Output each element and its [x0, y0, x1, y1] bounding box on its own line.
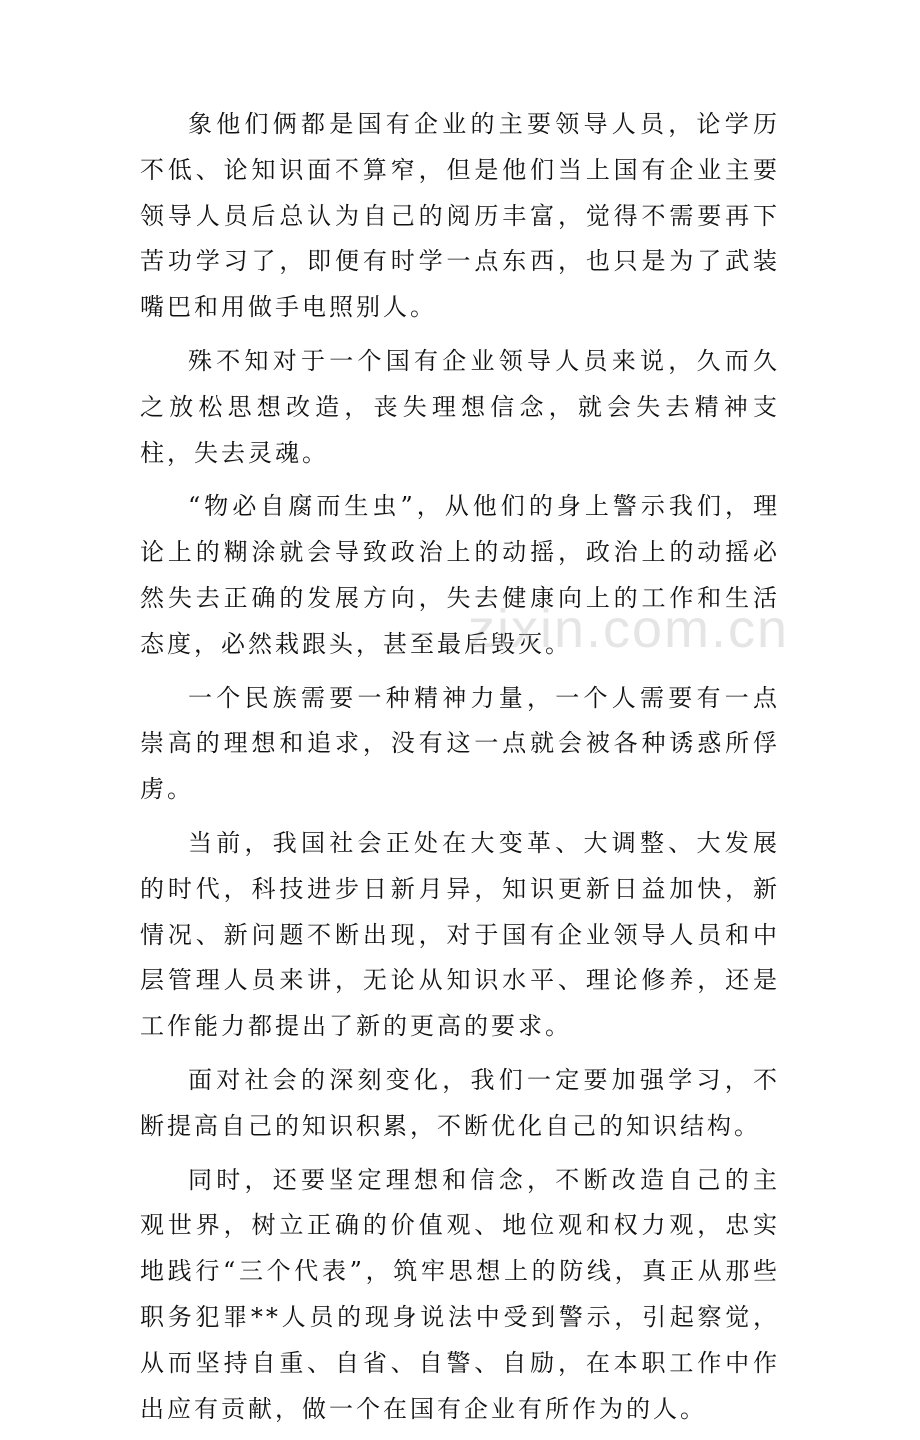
- paragraph: 同时，还要坚定理想和信念，不断改造自己的主观世界，树立正确的价值观、地位观和权力观，忠实地践行“三个代表”，筑牢思想上的防线，真正从那些职务犯罪**人员的现身说法中受到警示，引起察觉，从而坚持自重、自省、自警、自励，在本职工作中作出应有贡献，做一个在国有企业有所作为的人。: [140, 1165, 780, 1423]
- paragraph: 象他们俩都是国有企业的主要领导人员，论学历不低、论知识面不算窄，但是他们当上国有企业主要领导人员后总认为自己的阅历丰富，觉得不需要再下苦功学习了，即便有时学一点东西，也只是为了武装嘴巴和用做手电照别人。: [140, 110, 780, 322]
- watermark: zixin.com.cn: [468, 599, 790, 659]
- document-body: [140, 102, 780, 1440]
- paragraph: 当前，我国社会正处在大变革、大调整、大发展的时代，科技进步日新月异，知识更新日益加快，新情况、新问题不断出现，对于国有企业领导人员和中层管理人员来讲，无论从知识水平、理论修养，还是工作能力都提出了新的更高的要求。: [140, 828, 780, 1041]
- paragraph: “物必自腐而生虫”，从他们的身上警示我们，理论上的糊涂就会导致政治上的动摇，政治上的动摇必然失去正确的发展方向，失去健康向上的工作和生活态度，必然栽跟头，甚至最后毁灭。: [140, 492, 780, 658]
- paragraph: 面对社会的深刻变化，我们一定要加强学习，不断提高自己的知识积累，不断优化自己的知识结构。: [140, 1065, 780, 1140]
- paragraph: 一个民族需要一种精神力量，一个人需要有一点崇高的理想和追求，没有这一点就会被各种诱惑所俘虏。: [140, 683, 780, 804]
- paragraph: 殊不知对于一个国有企业领导人员来说，久而久之放松思想改造，丧失理想信念，就会失去精神支柱，失去灵魂。: [140, 346, 780, 467]
